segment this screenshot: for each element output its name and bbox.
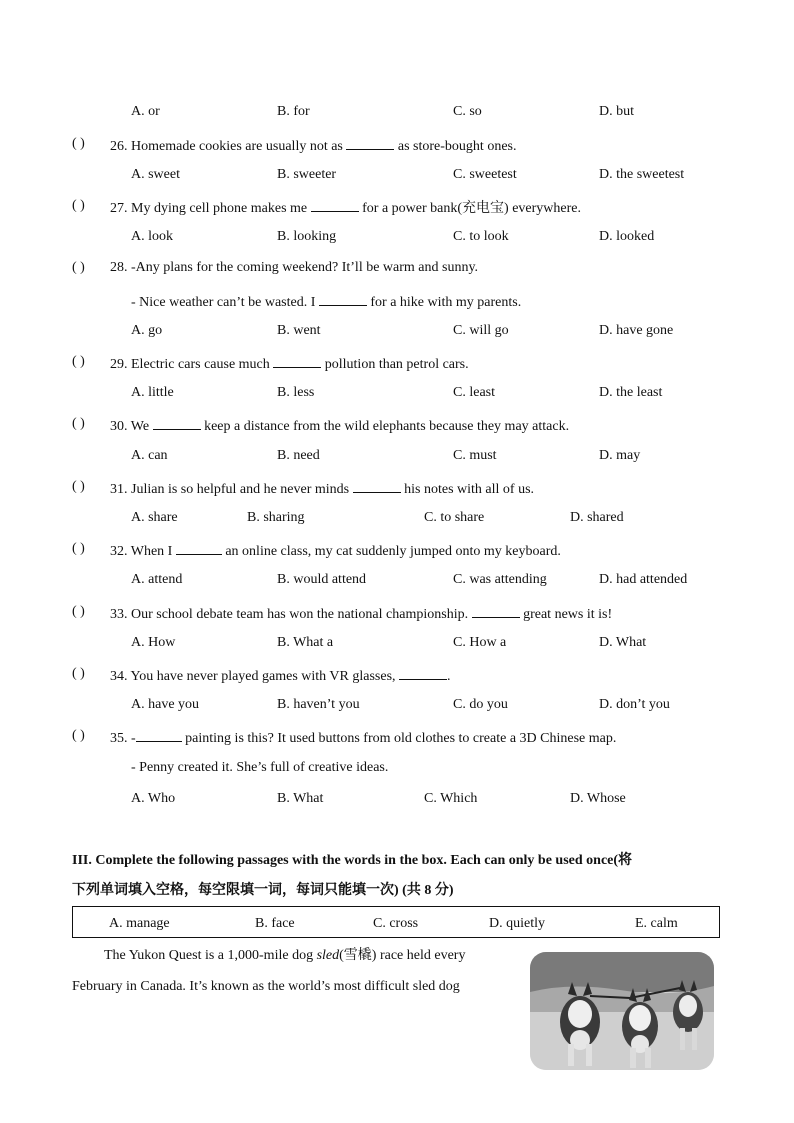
question-34: [110, 665, 451, 686]
answer-paren[interactable]: ( ): [72, 541, 85, 556]
q35-option-b: B. What: [277, 791, 324, 806]
q26-option-d: D. the sweetest: [599, 167, 685, 182]
q25-option-d: D. but: [599, 104, 634, 119]
q28-line1: 28. -Any plans for the coming weekend? It’ll be warm and sunny.: [110, 260, 479, 275]
section-3-heading-cont: 下列单词填入空格，每空限填一词，每词只能填一次) (共 8 分): [72, 883, 454, 898]
answer-paren[interactable]: ( ): [72, 728, 85, 743]
question-28-response: [131, 291, 521, 312]
question-32: [110, 540, 561, 561]
word-d: D. quietly: [489, 916, 545, 931]
q28-option-d: D. have gone: [599, 323, 674, 338]
answer-paren[interactable]: ( ): [72, 666, 85, 681]
question-27: [110, 197, 581, 218]
q32-option-c: C. was attending: [453, 572, 547, 587]
q28-option-a: A. go: [131, 323, 163, 338]
q27-blank[interactable]: [311, 197, 359, 212]
q28-option-b: B. went: [277, 323, 321, 338]
q30-text-after: keep a distance from the wild elephants because they may attack.: [204, 419, 570, 434]
q26-blank[interactable]: [346, 135, 394, 150]
q29-text-after: pollution than petrol cars.: [324, 357, 469, 372]
q31-option-a: A. share: [131, 510, 178, 525]
q33-option-a: A. How: [131, 635, 176, 650]
q31-text-before: 31. Julian is so helpful and he never minds: [110, 482, 350, 497]
q33-option-d: D. What: [599, 635, 647, 650]
q26-option-c: C. sweetest: [453, 167, 517, 182]
passage-line1-italic: sled: [316, 948, 340, 963]
q35-option-c: C. Which: [424, 791, 478, 806]
q33-option-b: B. What a: [277, 635, 334, 650]
passage-line1-a: The Yukon Quest is a 1,000-mile dog: [104, 948, 314, 963]
q26-option-b: B. sweeter: [277, 167, 337, 182]
q25-option-c: C. so: [453, 104, 482, 119]
q35-option-a: A. Who: [131, 791, 176, 806]
answer-paren[interactable]: ( ): [72, 479, 85, 494]
word-box: [72, 906, 720, 938]
q30-text-before: 30. We: [110, 419, 150, 434]
q34-option-a: A. have you: [131, 697, 200, 712]
q33-text-before: 33. Our school debate team has won the national championship.: [110, 607, 469, 622]
q27-text-before: 27. My dying cell phone makes me: [110, 201, 308, 216]
q25-option-b: B. for: [277, 104, 310, 119]
q27-option-b: B. looking: [277, 229, 337, 244]
q29-option-d: D. the least: [599, 385, 663, 400]
question-33: [110, 603, 612, 624]
q31-option-c: C. to share: [424, 510, 485, 525]
q26-text-after: as store-bought ones.: [397, 139, 517, 154]
q34-blank[interactable]: [399, 665, 447, 680]
q32-option-a: A. attend: [131, 572, 183, 587]
q34-option-d: D. don’t you: [599, 697, 670, 712]
passage-line1-b: (雪橇) race held every: [339, 948, 466, 963]
q35-response: - Penny created it. She’s full of creative ideas.: [131, 760, 389, 775]
q27-option-c: C. to look: [453, 229, 509, 244]
q30-option-d: D. may: [599, 448, 641, 463]
question-29: [110, 353, 469, 374]
word-a: A. manage: [109, 916, 170, 931]
q30-blank[interactable]: [153, 415, 201, 430]
q35-text-before: 35. -: [110, 731, 136, 746]
q30-option-b: B. need: [277, 448, 320, 463]
question-31: [110, 478, 534, 499]
q29-text-before: 29. Electric cars cause much: [110, 357, 270, 372]
q34-text-after: .: [447, 669, 451, 684]
q35-blank[interactable]: [136, 727, 182, 742]
q31-text-after: his notes with all of us.: [404, 482, 535, 497]
sled-dogs-photo: [530, 952, 714, 1070]
q28-text-before: - Nice weather can’t be wasted. I: [131, 295, 316, 310]
q33-option-c: C. How a: [453, 635, 507, 650]
q34-option-b: B. haven’t you: [277, 697, 360, 712]
q28-blank[interactable]: [319, 291, 367, 306]
q27-option-d: D. looked: [599, 229, 655, 244]
q25-option-a: A. or: [131, 104, 160, 119]
sled-dogs-icon: [530, 952, 714, 1070]
answer-paren[interactable]: ( ): [72, 260, 85, 275]
answer-paren[interactable]: ( ): [72, 604, 85, 619]
q28-option-c: C. will go: [453, 323, 509, 338]
q30-option-a: A. can: [131, 448, 168, 463]
q26-option-a: A. sweet: [131, 167, 180, 182]
q27-text-after: for a power bank(充电宝) everywhere.: [362, 201, 581, 216]
q34-text-before: 34. You have never played games with VR glasses,: [110, 669, 396, 684]
q28-text-after: for a hike with my parents.: [370, 295, 522, 310]
q33-text-after: great news it is!: [523, 607, 613, 622]
passage-line-2: February in Canada. It’s known as the world’s most difficult sled dog: [72, 979, 460, 994]
q32-blank[interactable]: [176, 540, 222, 555]
question-26: [110, 135, 516, 156]
answer-paren[interactable]: ( ): [72, 416, 85, 431]
section-3-heading: III. Complete the following passages with the words in the box. Each can only be used once(将: [72, 853, 633, 868]
q32-text-after: an online class, my cat suddenly jumped onto my keyboard.: [225, 544, 561, 559]
q26-text-before: 26. Homemade cookies are usually not as: [110, 139, 343, 154]
q35-option-d: D. Whose: [570, 791, 626, 806]
q31-option-d: D. shared: [570, 510, 624, 525]
question-35: [110, 727, 616, 748]
answer-paren[interactable]: ( ): [72, 354, 85, 369]
q32-text-before: 32. When I: [110, 544, 173, 559]
q30-option-c: C. must: [453, 448, 497, 463]
q32-option-b: B. would attend: [277, 572, 367, 587]
q32-option-d: D. had attended: [599, 572, 688, 587]
q29-option-b: B. less: [277, 385, 315, 400]
answer-paren[interactable]: ( ): [72, 136, 85, 151]
answer-paren[interactable]: ( ): [72, 198, 85, 213]
question-30: [110, 415, 569, 436]
q27-option-a: A. look: [131, 229, 173, 244]
word-e: E. calm: [635, 916, 678, 931]
passage-line-1: [104, 947, 465, 965]
q31-option-b: B. sharing: [247, 510, 305, 525]
q35-text-after: painting is this? It used buttons from old clothes to create a 3D Chinese map.: [185, 731, 617, 746]
q34-option-c: C. do you: [453, 697, 508, 712]
q31-blank[interactable]: [353, 478, 401, 493]
word-c: C. cross: [373, 916, 419, 931]
q29-blank[interactable]: [273, 353, 321, 368]
q29-option-a: A. little: [131, 385, 174, 400]
q29-option-c: C. least: [453, 385, 495, 400]
word-b: B. face: [255, 916, 295, 931]
q33-blank[interactable]: [472, 603, 520, 618]
